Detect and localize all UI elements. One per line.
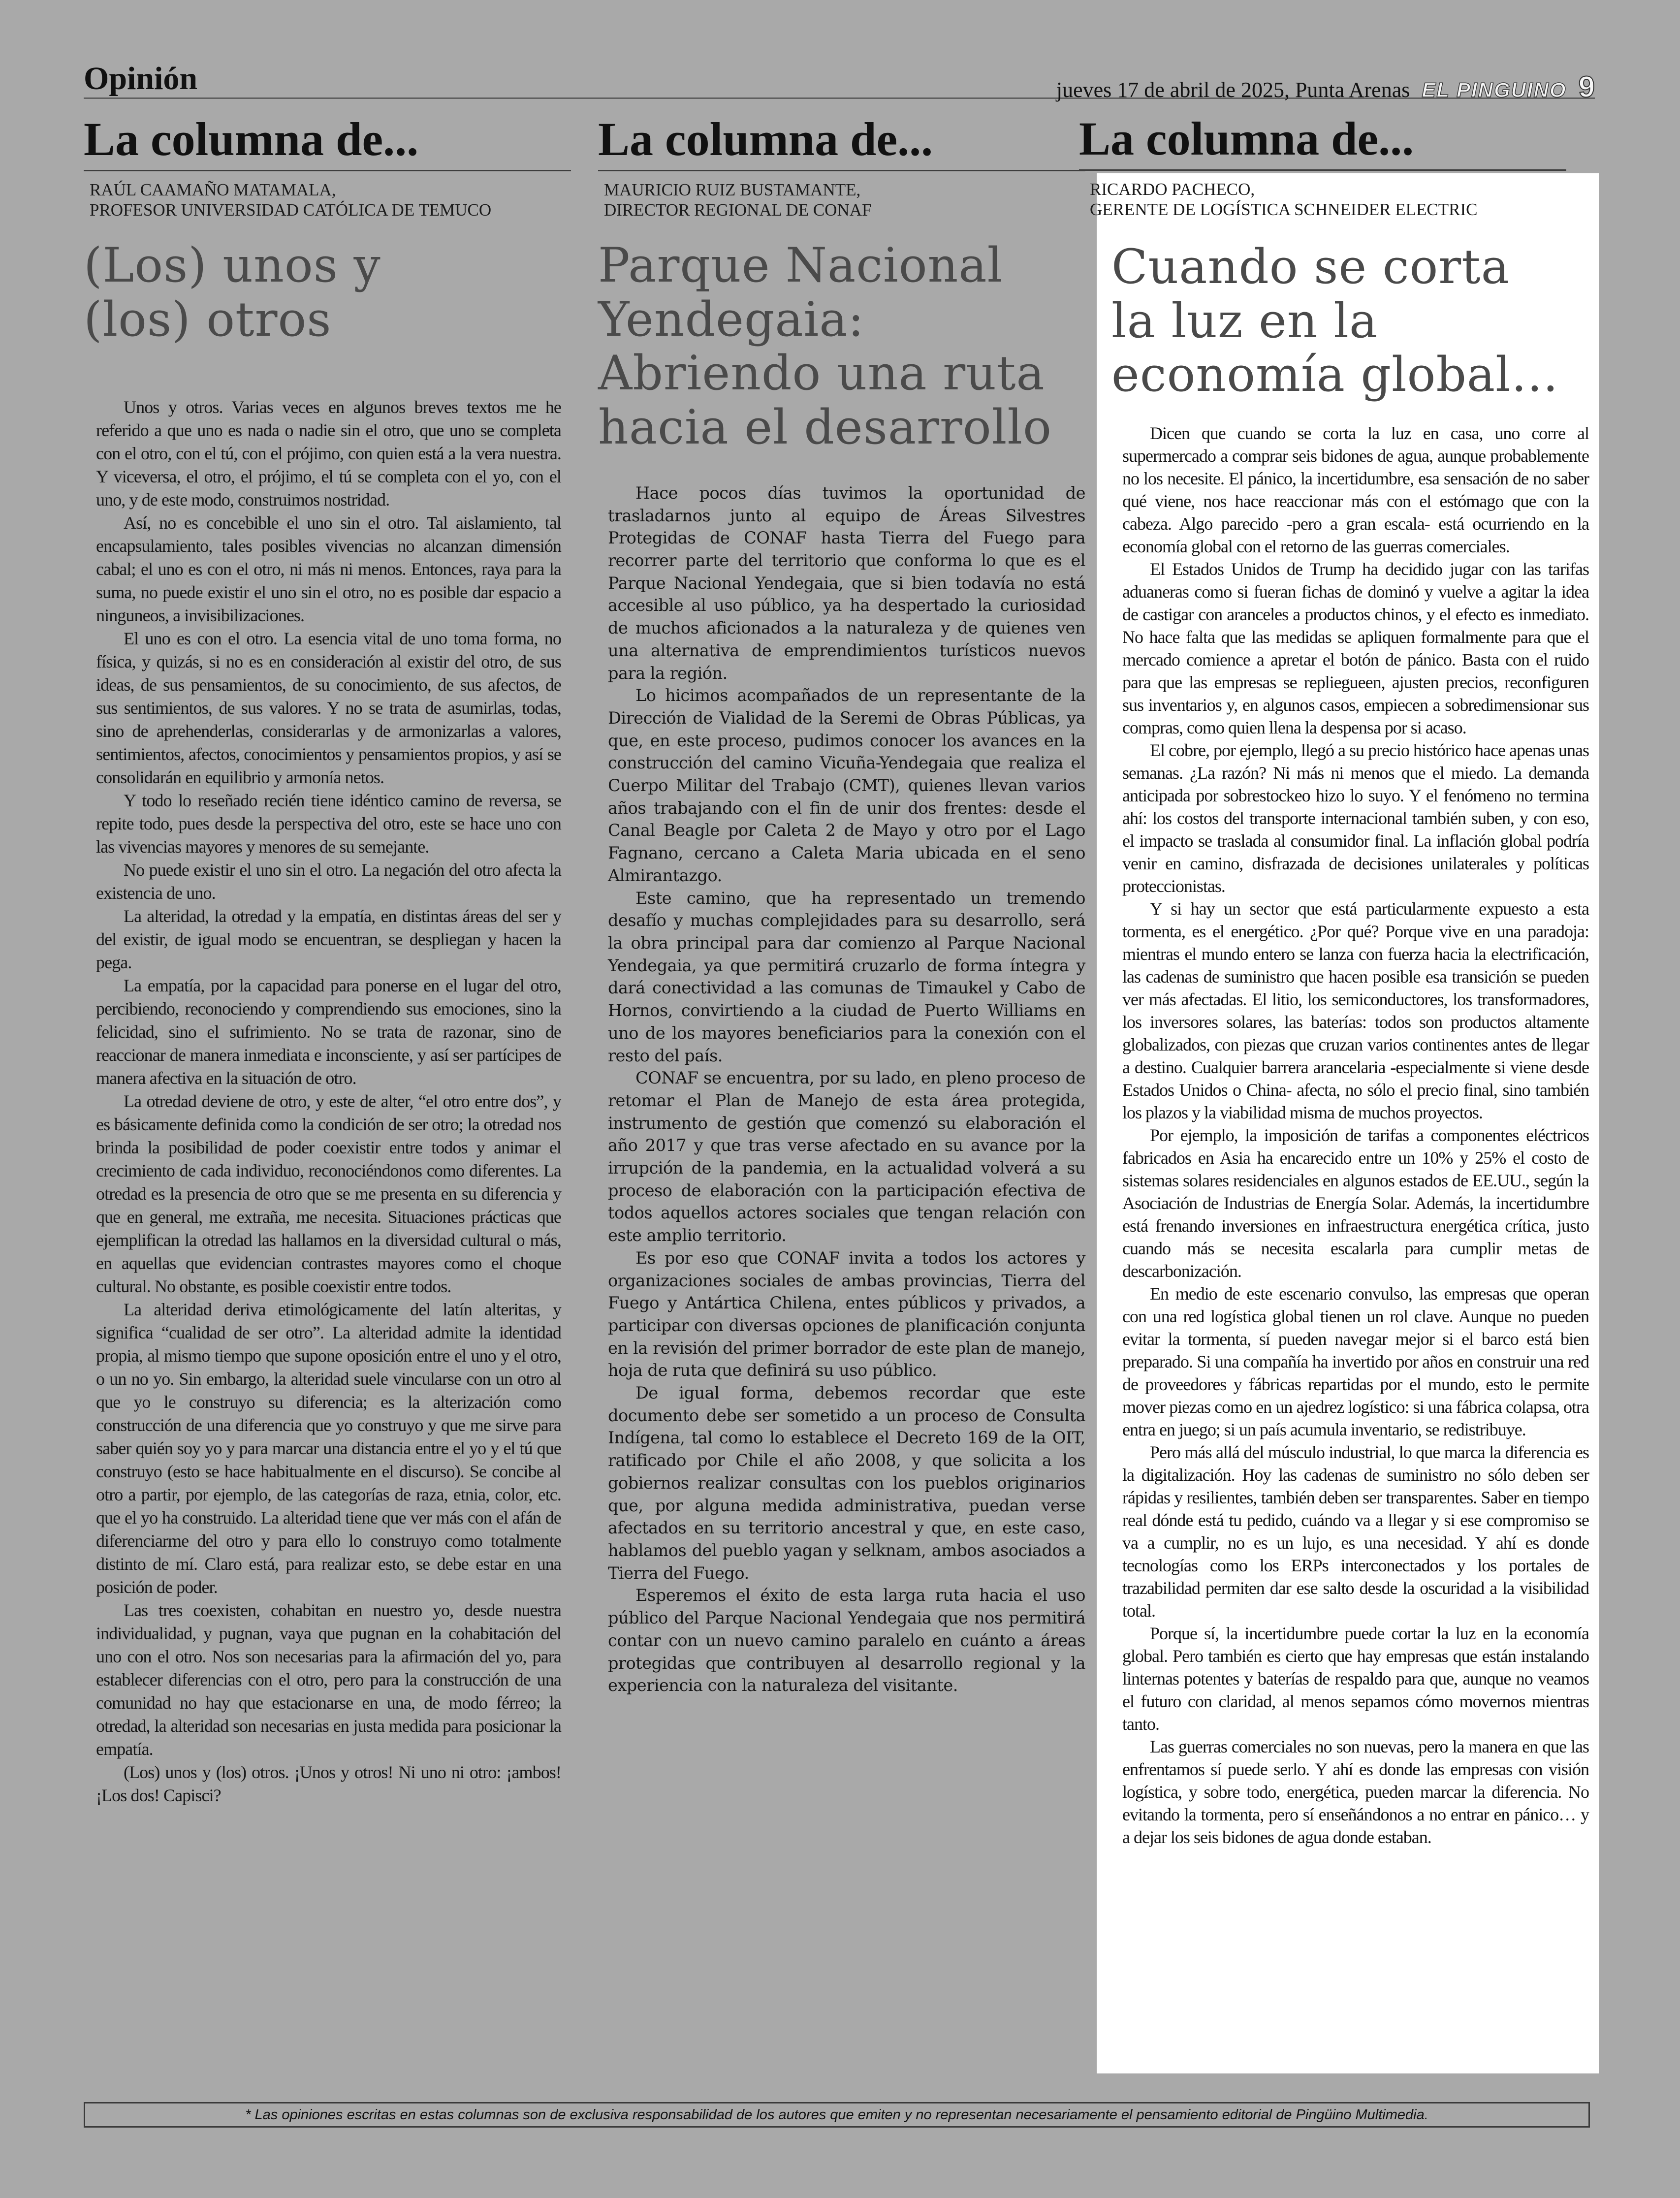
article-paragraph: Y si hay un sector que está particularmente expuesto a esta tormenta, es el energético. ¿Por qué? Porque vive en una paradoja: mientras el mundo entero se lanza con fuerza hacia la electrificación, las cadenas de suministro que hacen posible esa transición se pueden ver más afectadas. El litio, los semiconductores, los transformadores, los inversores solares, las baterías: todos son productos altamente globalizados, con piezas que cruzan varios continentes antes de llegar a destino. Cualquier barrera arancelaria -especialmente si viene desde Estados Unidos o China- afecta, no sólo el precio final, sino también los plazos y la viabilidad misma de muchos proyectos.: [1122, 898, 1589, 1122]
column-kicker: La columna de...: [598, 116, 1085, 171]
article-headline: [84, 239, 571, 347]
headline-line: Parque Nacional: [598, 238, 1003, 293]
section-title: Opinión: [84, 61, 198, 96]
article-paragraph: La empatía, por la capacidad para ponerse en el lugar del otro, percibiendo, reconociendo y comprendiendo sus emociones, sino la felicidad, sino el sufrimiento. No se trata de razonar, sino de reaccionar de manera inmediata e inconsciente, y así ser partícipes de manera afectiva en la situación de otro.: [96, 976, 561, 1088]
article-paragraph: Lo hicimos acompañados de un representante de la Dirección de Vialidad de la Seremi de Obras Públicas, ya que, en este proceso, pudimos conocer los avances en la construcción del camino Vicuña-Yendegaia que realiza el Cuerpo Militar del Trabajo (CMT), quienes llevan varios años trabajando con el fin de unir dos frentes: desde el Canal Beagle por Caleta 2 de Mayo y otro por el Lago Fagnano, cercano a Caleta Maria ubicada en el seno Almirantazgo.: [608, 686, 1085, 885]
author-byline: [1090, 180, 1599, 220]
author-line: RICARDO PACHECO,: [1090, 180, 1255, 199]
headline-line: (los) otros: [84, 291, 332, 347]
headline-line: (Los) unos y: [84, 238, 381, 293]
article-paragraph: Porque sí, la incertidumbre puede cortar la luz en la economía global. Pero también es cierto que hay empresas que están instalando linternas potentes y baterías de respaldo para que, aunque no veamos el futuro con claridad, al menos sepamos cómo movernos mientras tanto.: [1122, 1623, 1589, 1734]
article-paragraph: (Los) unos y (los) otros. ¡Unos y otros! Ni uno ni otro: ¡ambos! ¡Los dos! Capisci?: [96, 1762, 561, 1806]
opinion-column: [598, 113, 1085, 1697]
article-body: [96, 396, 561, 1807]
author-line: PROFESOR UNIVERSIDAD CATÓLICA DE TEMUCO: [90, 200, 492, 220]
author-line: GERENTE DE LOGÍSTICA SCHNEIDER ELECTRIC: [1090, 199, 1478, 219]
article-paragraph: Unos y otros. Varias veces en algunos breves textos me he referido a que uno es nada o nadie sin el otro, que uno se completa con el otro, con el tú, con el prójimo, con quien está a la vera nuestra. Y viceversa, el otro, el prójimo, el tú se completa con el yo, con el uno, y de este modo, construimos nostridad.: [96, 397, 561, 510]
article-paragraph: Esperemos el éxito de esta larga ruta hacia el uso público del Parque Nacional Yendegaia que nos permitirá contar con un nuevo camino paralelo en cuánto a áreas protegidas que contribuyen al desarrollo regional y la experiencia con la naturaleza del visitante.: [608, 1586, 1085, 1695]
article-paragraph: De igual forma, debemos recordar que este documento debe ser sometido a un proceso de Consulta Indígena, tal como lo establece el Decreto 169 de la OIT, ratificado por Chile el año 2008, y que solicita a los gobiernos realizar consultas con los pueblos originarios que, por alguna medida administrativa, puedan verse afectados en su territorio ancestral y que, en este caso, hablamos del pueblo yagan y selknam, ambos asociados a Tierra del Fuego.: [608, 1383, 1085, 1583]
author-byline: [604, 180, 1085, 220]
page-number: 9: [1578, 70, 1595, 103]
article-paragraph: Este camino, que ha representado un tremendo desafío y muchas complejidades para su desarrollo, será la obra principal para dar comienzo al Parque Nacional Yendegaia, ya que permitirá cruzarlo de forma íntegra y dará conectividad a las comunas de Timaukel y Cabo de Hornos, convirtiendo a la ciudad de Puerto Williams en uno de los mayores beneficiarios para la conexión con el resto del país.: [608, 888, 1085, 1065]
article-headline: [1111, 240, 1599, 402]
opinion-column: [84, 113, 571, 1807]
opinion-column: [1079, 112, 1599, 2073]
author-line: RAÚL CAAMAÑO MATAMALA,: [90, 180, 336, 199]
author-line: DIRECTOR REGIONAL DE CONAF: [604, 200, 872, 220]
headline-line: Abriendo una ruta: [598, 346, 1045, 401]
column-kicker: La columna de...: [1079, 115, 1566, 171]
article-paragraph: La alteridad, la otredad y la empatía, en distintas áreas del ser y del existir, de igual modo se encuentran, se despliegan y hacen la pega.: [96, 906, 561, 973]
article-paragraph: En medio de este escenario convulso, las empresas que operan con una red logística global tienen un rol clave. Aunque no pueden evitar la tormenta, sí pueden navegar mejor si el barco está bien preparado. Si una compañía ha invertido por años en construir una red de proveedores y fábricas repartidas por el mundo, esto le permite mover piezas como en un ajedrez logístico: si una fábrica colapsa, otra entra en juego; si un país acumula inventario, se redistribuye.: [1122, 1283, 1589, 1439]
article-paragraph: El uno es con el otro. La esencia vital de uno toma forma, no física, y quizás, si no es en consideración al existir del otro, de sus ideas, de sus pensamientos, de su conocimiento, de sus afectos, de sus sentimientos, de sus valores. Y no se trata de asumirlas, todas, sino de aprehenderlas, considerarlas y de armonizarlas a valores, sentimientos, afectos, conocimientos y pensamientos propios, y así se consolidarán en equilibrio y armonía netos.: [96, 629, 561, 788]
article-paragraph: El cobre, por ejemplo, llegó a su precio histórico hace apenas unas semanas. ¿La razón? Ni más ni menos que el miedo. La demanda anticipada por sobrestockeo hizo lo suyo. Y el fenómeno no termina ahí: los costos del transporte internacional también suben, y con eso, el impacto se traslada al consumidor final. La inflación global podría venir en camino, disfrazada de decisiones unilaterales y políticas proteccionistas.: [1122, 740, 1589, 896]
article-headline: [598, 239, 1085, 454]
headline-line: Cuando se corta: [1111, 239, 1510, 295]
author-byline: [90, 180, 571, 220]
article-paragraph: El Estados Unidos de Trump ha decidido jugar con las tarifas aduaneras como si fueran fichas de dominó y vuelve a agitar la idea de castigar con aranceles a productos chinos, y el efecto es inmediato. No hace falta que las medidas se apliquen formalmente para que el mercado comience a apretar el botón de pánico. Basta con el ruido para que las empresas se repliegueen, ajusten precios, reconfiguren sus inventarios y, en algunos casos, empiecen a sobredimensionar sus compras, como quien llena la despensa por si acaso.: [1122, 559, 1589, 737]
publication-logo: EL PINGUINO: [1422, 78, 1567, 101]
article-paragraph: La otredad deviene de otro, y este de alter, “el otro entre dos”, y es básicamente definida como la condición de ser otro; la otredad nos brinda la posibilidad de poder coexistir entre todos y animar el crecimiento de cada individuo, reconociéndonos como diferentes. La otredad es la presencia de otro que se me presenta en su diferencia y que en general, me extraña, me necesita. Situaciones prácticas que ejemplifican la otredad las hallamos en la diversidad cultural o más, en aquellas que evidencian contrastes mayores como el choque cultural. No obstante, es posible coexistir entre todos.: [96, 1091, 561, 1297]
article-paragraph: Las guerras comerciales no son nuevas, pero la manera en que las enfrentamos sí puede serlo. Y ahí es donde las empresas con visión logística, y sobre todo, energética, pueden marcar la diferencia. No evitando la tormenta, pero sí enseñándonos a no entrar en pánico… y a dejar los seis bidones de agua donde estaban.: [1122, 1736, 1589, 1847]
disclaimer: * Las opiniones escritas en estas columnas son de exclusiva responsabilidad de los autores que emiten y no representan necesariamente el pensamiento editorial de Pingüino Multimedia.: [84, 2102, 1590, 2128]
headline-line: hacia el desarrollo: [598, 399, 1052, 455]
article-body: [608, 482, 1085, 1697]
article-paragraph: La alteridad deriva etimológicamente del latín alteritas, y significa “cualidad de ser otro”. La alteridad admite la identidad propia, al mismo tiempo que supone oposición entre el uno y el otro, o un no yo. Sin embargo, la alteridad suele vincularse con un otro al que yo le construyo su diferencia; es la alterización como construcción de una diferencia que yo construyo y que me sirve para saber quién soy yo y para marcar una distancia entre el yo y el tú que construyo (esto se hace habitualmente en el discurso). Se concibe al otro a partir, por ejemplo, de las categorías de raza, etnia, color, etc. que el yo ha construido. La alteridad tiene que ver más con el afán de diferenciarme del otro y para ello lo construyo como totalmente distinto de mí. Claro está, para realizar esto, se debe estar en una posición de poder.: [96, 1300, 561, 1597]
article-paragraph: Dicen que cuando se corta la luz en casa, uno corre al supermercado a comprar seis bidones de agua, aunque probablemente no los necesite. El pánico, la incertidumbre, esa sensación de no saber qué viene, nos hace reaccionar más con el estómago que con la cabeza. Algo parecido -pero a gran escala- está ocurriendo en la economía global con el retorno de las guerras comerciales.: [1122, 423, 1589, 556]
page-header: [84, 58, 1595, 103]
headline-line: la luz en la: [1111, 293, 1378, 349]
column-kicker: La columna de...: [84, 116, 571, 171]
article-body: [1122, 422, 1589, 1848]
publication-date: jueves 17 de abril de 2025, Punta Arenas: [1056, 78, 1410, 102]
article-paragraph: Hace pocos días tuvimos la oportunidad de trasladarnos junto al equipo de Áreas Silvestres Protegidas de CONAF hasta Tierra del Fuego para recorrer parte del territorio que conforma lo que es el Parque Nacional Yendegaia, que si bien todavía no está accesible al uso público, ya ha despertado la curiosidad de muchos aficionados a la naturaleza y de quienes ven una alternativa de emprendimientos turísticos nuevos para la región.: [608, 483, 1085, 683]
headline-line: Yendegaia:: [598, 291, 864, 347]
article-paragraph: CONAF se encuentra, por su lado, en pleno proceso de retomar el Plan de Manejo de esta área protegida, instrumento de gestión que comenzó su elaboración el año 2017 y que tras verse afectado en su avance por la irrupción de la pandemia, en la actualidad volverá a su proceso de elaboración con la participación efectiva de todos aquellos actores sociales que tengan relación con este amplio territorio.: [608, 1068, 1085, 1245]
article-paragraph: Así, no es concebible el uno sin el otro. Tal aislamiento, tal encapsulamiento, tales posibles vivencias no alcanzan dimensión cabal; el uno es con el otro, ni más ni menos. Entonces, raya para la suma, no puede existir el uno sin el otro, no es posible dar espacio a ninguneos, a invisibilizaciones.: [96, 513, 561, 626]
dateline: [1056, 70, 1595, 104]
article-paragraph: Pero más allá del músculo industrial, lo que marca la diferencia es la digitalización. Hoy las cadenas de suministro no sólo deben ser rápidas y resilientes, también deben ser transparentes. Saber en tiempo real dónde está tu pedido, cuándo va a llegar y si ese compromiso se va a cumplir, no es un lujo, es una necesidad. Y ahí es donde tecnologías como los ERPs interconectados y los portales de trazabilidad permiten dar ese salto desde la oscuridad a la visibilidad total.: [1122, 1442, 1589, 1621]
article-paragraph: Y todo lo reseñado recién tiene idéntico camino de reversa, se repite todo, pues desde la perspectiva del otro, este se hace uno con las vivencias mayores y menores de su semejante.: [96, 791, 561, 857]
article-paragraph: Es por eso que CONAF invita a todos los actores y organizaciones sociales de ambas provincias, Tierra del Fuego y Antártica Chilena, entes públicos y privados, a participar con diversas opciones de planificación conjunta en la revisión del primer borrador de este plan de manejo, hoja de ruta que definirá su uso público.: [608, 1248, 1085, 1380]
article-paragraph: Las tres coexisten, cohabitan en nuestro yo, desde nuestra individualidad, y pugnan, vaya que pugnan en la cohabitación del uno con el otro. Nos son necesarias para la afirmación del yo, para establecer diferencias con el otro, pero para la construcción de una comunidad no hay que estacionarse en una, de modo férreo; la otredad, la alteridad son necesarias en justa medida para posicionar la empatía.: [96, 1600, 561, 1759]
headline-line: economía global…: [1111, 347, 1559, 403]
author-line: MAURICIO RUIZ BUSTAMANTE,: [604, 180, 861, 199]
article-paragraph: No puede existir el uno sin el otro. La negación del otro afecta la existencia de uno.: [96, 860, 561, 903]
article-paragraph: Por ejemplo, la imposición de tarifas a componentes eléctricos fabricados en Asia ha encarecido entre un 10% y 25% el costo de sistemas solares residenciales en algunos estados de EE.UU., según la Asociación de Industrias de Energía Solar. Además, la incertidumbre está frenando inversiones en infraestructura energética crítica, justo cuando más se necesita escalarla para cumplir metas de descarbonización.: [1122, 1125, 1589, 1281]
